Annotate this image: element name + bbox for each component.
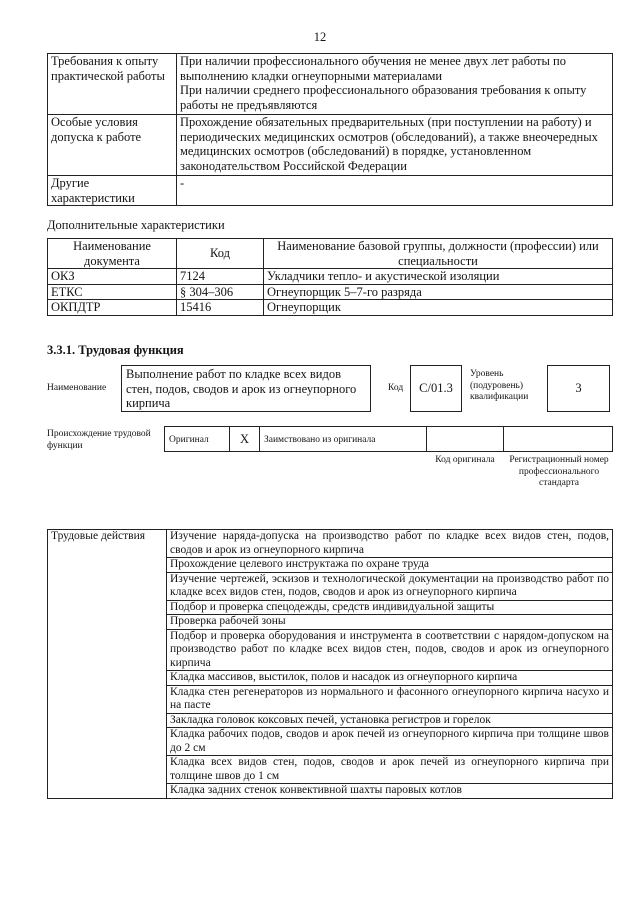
page-number: 12 [313, 30, 327, 44]
row-value: - [177, 176, 613, 206]
reg-number-caption: Регистрационный номер профессионального стандарта [509, 455, 609, 488]
table-cell: § 304–306 [177, 284, 264, 300]
row-label: Требования к опыту практической работы [48, 54, 177, 115]
table-row [48, 300, 613, 316]
name-label: Наименование [47, 383, 107, 393]
original-cell: Оригинал [164, 426, 230, 452]
table-cell: Огнеупорщик [264, 300, 613, 316]
table-cell: ОКПДТР [48, 300, 177, 316]
reg-number-cell [503, 426, 613, 452]
origin-code-caption: Код оригинала [435, 455, 495, 465]
list-item: Изучение чертежей, эскизов и технологической документации на производство работ по кладке всех видов стен, подов, сводов и арок из огнеупорного кирпича [167, 572, 613, 600]
origin-label: Происхождение трудовой функции [47, 429, 151, 451]
row-value-line: При наличии среднего профессионального образования требования к опыту работы не предъявляются [180, 83, 587, 112]
list-item: Проверка рабочей зоны [167, 615, 613, 630]
function-heading: 3.3.1. Трудовая функция [47, 343, 184, 357]
qualification-level-box: 3 [547, 365, 610, 412]
table-row [48, 115, 613, 176]
column-header: Наименование базовой группы, должности (профессии) или специальности [264, 239, 613, 269]
list-item: Прохождение целевого инструктажа по охране труда [167, 558, 613, 573]
list-item: Подбор и проверка оборудования и инструмента в соответствии с нарядом-допуском на производство работ по кладке всех видов стен, подов, сводов и арок из огнеупорного кирпича [167, 629, 613, 671]
table-row [48, 54, 613, 115]
additional-table [47, 238, 613, 316]
origin-code-cell [426, 426, 504, 452]
list-item: Изучение наряда-допуска на производство работ по кладке всех видов стен, подов, сводов и арок из огнеупорного кирпича [167, 530, 613, 558]
table-header-row [48, 239, 613, 269]
table-cell: 15416 [177, 300, 264, 316]
list-item: Кладка стен регенераторов из нормального и фасонного огнеупорного кирпича насухо и на пасте [167, 685, 613, 713]
row-label: Другие характеристики [48, 176, 177, 206]
actions-label: Трудовые действия [48, 530, 167, 799]
function-name-box: Выполнение работ по кладке всех видов стен, подов, сводов и арок из огнеупорного кирпича [121, 365, 371, 412]
additional-heading: Дополнительные характеристики [47, 218, 225, 232]
level-label: Уровень (подуровень) квалификации [470, 369, 529, 402]
list-item: Кладка массивов, выстилок, полов и насадок из огнеупорного кирпича [167, 671, 613, 686]
table-cell: Укладчики тепло- и акустической изоляции [264, 269, 613, 285]
column-header: Код [177, 239, 264, 269]
column-header: Наименование документа [48, 239, 177, 269]
actions-table [47, 529, 613, 799]
list-item: Кладка задних стенок конвективной шахты паровых котлов [167, 784, 613, 799]
list-item: Кладка рабочих подов, сводов и арок печей из огнеупорного кирпича при толщине швов до 2 см [167, 728, 613, 756]
table-cell: Огнеупорщик 5–7-го разряда [264, 284, 613, 300]
table-row [48, 530, 613, 558]
row-value-line: При наличии профессионального обучения не менее двух лет работы по выполнению кладки огнеупорными материалами [180, 54, 566, 83]
code-label: Код [388, 383, 404, 393]
table-cell: 7124 [177, 269, 264, 285]
row-value [177, 54, 613, 115]
table-row [48, 269, 613, 285]
list-item: Закладка головок коксовых печей, установка регистров и горелок [167, 713, 613, 728]
list-item: Кладка всех видов стен, подов, сводов и арок печей из огнеупорного кирпича при толщине швов до 1 см [167, 756, 613, 784]
function-code-box: С/01.3 [410, 365, 462, 412]
row-value: Прохождение обязательных предварительных (при поступлении на работу) и периодических медицинских осмотров (обследований), а также внеочередных медицинских осмотров (обследований) в порядке, установленном законодательством Российской Федерации [177, 115, 613, 176]
original-mark: Х [229, 426, 260, 452]
row-label: Особые условия допуска к работе [48, 115, 177, 176]
borrowed-cell: Заимствовано из оригинала [259, 426, 427, 452]
list-item: Подбор и проверка спецодежды, средств индивидуальной защиты [167, 600, 613, 615]
requirements-table [47, 53, 613, 206]
table-cell: ОКЗ [48, 269, 177, 285]
table-row [48, 176, 613, 206]
table-row [48, 284, 613, 300]
table-cell: ЕТКС [48, 284, 177, 300]
